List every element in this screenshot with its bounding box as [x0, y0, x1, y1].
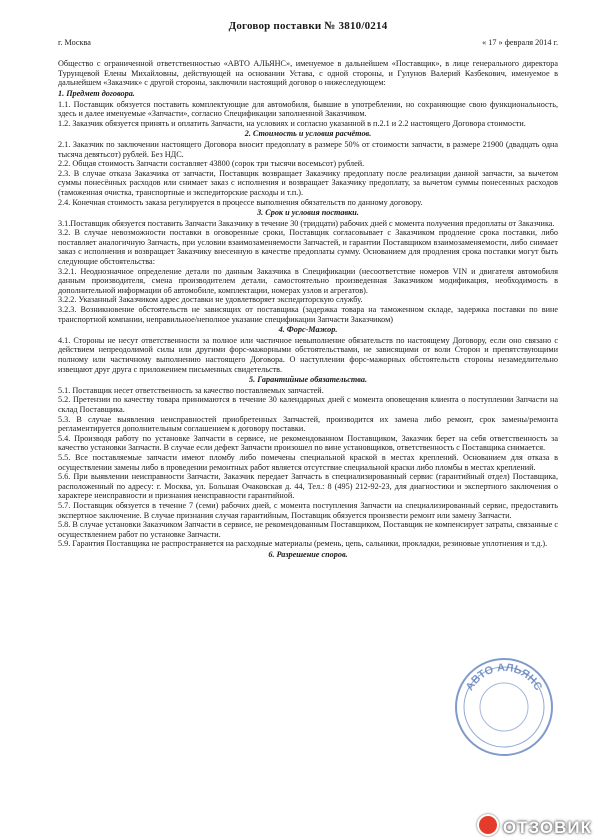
clause: 3.2.1. Неоднозначное определение детали по данным Заказчика в Спецификации (несоответствие номеров VIN и двигателя автомобиля данным производителя, смена производителем детали, самостоятельно произведенная Заказчиком модификация, необходимость в дополнительной информации об автомобиле, комплектации, номерах узлов и агрегатов).: [58, 266, 558, 295]
clause: 5.5. Все поставляемые запчасти имеют пломбу либо помечены специальной краской в местах креплений. Основанием для отказа в осуществлении замены либо в проведении ремонтных работ является отсутствие специальной краски либо пломбы в местах креплений.: [58, 452, 558, 472]
section-title: 4. Форс-Мажор.: [278, 325, 338, 335]
contract-date: « 17 » февраля 2014 г.: [482, 37, 558, 47]
clause: 4.1. Стороны не несут ответственности за полное или частичное невыполнение обязательств по настоящему Договору, если оно связано с действием непреодолимой силы или другими форс-мажорными обстоятельствами, не зависящими от воли Сторон и препятствующими полному или частичному выполнению настоящего Договора. О наступлении форс-мажорных обстоятельств стороны незамедлительно извещают друг друга с приложением письменных свидетельств.: [58, 335, 558, 374]
preamble: Общество с ограниченной ответственностью «АВТО АЛЬЯНС», именуемое в дальнейшем «Поставщик», в лице генерального директора Турунцевой Елены Михайловны, действующей на основании Устава, с одной стороны, и Гулунов Валерий Казбекович, именуемое в дальнейшем «Заказчик» с другой стороны, заключили настоящий договор о нижеследующем:: [58, 59, 558, 88]
clause: 2.3. В случае отказа Заказчика от запчасти, Поставщик возвращает Заказчику предоплату после реализации данной запчасти, за вычетом суммы понесённых расходов или снимает заказ с исполнения и возвращает Заказчику предоплату, за вычетом суммы понесенных расходов (таможенная очистка, транспортные и экспедиторские расходы и т.п.).: [58, 168, 558, 197]
clause: 5.3. В случае выявления неисправностей приобретенных Запчастей, производится их замена либо ремонт, срок замены/ремонта регламентируется дополнительным соглашением к договору поставки.: [58, 414, 558, 434]
svg-text:АВТО АЛЬЯНС: АВТО АЛЬЯНС: [463, 661, 545, 693]
clause: 2.2. Общая стоимость Запчасти составляет 43800 (сорок три тысячи восемьсот) рублей.: [58, 159, 365, 169]
clause: 3.2.3. Возникновение обстоятельств не зависящих от поставщика (задержка товара на таможенном складе, задержка поставки по вине транспортной компании, неправильное/неполное указание спецификации Запчасти Заказчиком): [58, 305, 558, 324]
clause: 5.4. Производя работу по установке Запчасти в сервисе, не рекомендованном Поставщиком, Заказчик берет на себя ответственность за качество установки Запчасти. В случае если дефект Запчасти произошел по вине установщиков, ответственность с Поставщика снимается.: [58, 433, 558, 453]
section-title: 1. Предмет договора.: [58, 88, 135, 98]
clause: 1.1. Поставщик обязуется поставить комплектующие для автомобиля, бывшие в употреблении, но сохраняющие свою функциональность, здесь и далее именуемые «Запчасти», согласно Спецификации заполненной Заказчиком.: [58, 99, 558, 119]
document-title: Договор поставки № 3810/0214: [228, 20, 388, 32]
clause: 5.7. Поставщик обязуется в течение 7 (семи) рабочих дней, с момента поступления Запчасти на специализированный сервис, предоставить экспертное заключение. В случае признания случая гарантийным, Поставщик обязуется произвести ремонт или замену Запчасти.: [58, 500, 558, 520]
sections-container: [58, 89, 558, 560]
clause: 2.4. Конечная стоимость заказа регулируется в процессе выполнения обязательств по данному договору.: [58, 197, 423, 207]
clause: 5.6. При выявлении неисправности Запчасти, Заказчик передает Запчасть в специализированный сервис (гарантийный отдел) Поставщика, расположенный по адресу: г. Москва, ул. Большая Очаковская д. 44, Тел.: 8 (495) 212-92-23, для диагностики и экспертного заключения о характере неисправности и признания неисправности гарантийной.: [58, 472, 558, 501]
clause: 3.2.2. Указанный Заказчиком адрес доставки не удовлетворяет экспедиторскую службу.: [58, 295, 363, 305]
city: г. Москва: [58, 37, 91, 47]
section-title: 3. Срок и условия поставки.: [257, 208, 359, 218]
section-title: 6. Разрешение споров.: [268, 549, 348, 559]
clause: 3.2. В случае невозможности поставки в оговоренные сроки, Поставщик согласовывает с Заказчиком продление срока поставки, либо поставляет аналогичную Запчасть, при условии взаимозаменяемости Запчастей, и гарантии Поставщиком взаимозаменяемости, либо снимает заказ с исполнения и возвращает Заказчику внесенную в качестве предоплаты сумму. Основанием для продления срока поставки могут быть следующие обстоятельства:: [58, 228, 558, 267]
clause: 5.2. Претензии по качеству товара принимаются в течение 30 календарных дней с момента оповещения клиента о поступлении Запчасти на склад Поставщика.: [58, 395, 558, 414]
clause: 5.9. Гарантия Поставщика не распространяется на расходные материалы (ремень, цепь, сальники, прокладки, резиновые уплотнения и т.д.).: [58, 539, 548, 549]
place-date-row: [58, 38, 558, 48]
clause: 1.2. Заказчик обязуется принять и оплатить Запчасти, на условиях и согласно указанной в п.2.1 и 2.2 настоящего Договора стоимости.: [58, 118, 526, 128]
clause: 2.1. Заказчик по заключении настоящего Договора вносит предоплату в размере 50% от стоимости запчасти, в размере 21900 (двадцать одна тысяча девятьсот) рублей. Без НДС.: [58, 139, 558, 159]
section-title: 5. Гарантийные обязательства.: [249, 375, 367, 385]
otzovik-watermark: [477, 814, 592, 838]
section-title: 2. Стоимость и условия расчётов.: [244, 129, 372, 139]
clause: 5.8. В случае установки Заказчиком Запчасти в сервисе, не рекомендованным Поставщиком, Поставщик не компенсирует затраты, связанные с осуществлением работ по установке Запчасти.: [58, 520, 558, 539]
watermark-text: ОТЗОВИК: [502, 818, 592, 837]
clause: 3.1.Поставщик обязуется поставить Запчасти Заказчику в течение 30 (тридцати) рабочих дней с момента получения предоплаты от Заказчика.: [58, 218, 555, 228]
otzovik-logo-icon: [477, 814, 499, 836]
clause: 5.1. Поставщик несет ответственность за качество поставляемых запчастей.: [58, 385, 324, 395]
